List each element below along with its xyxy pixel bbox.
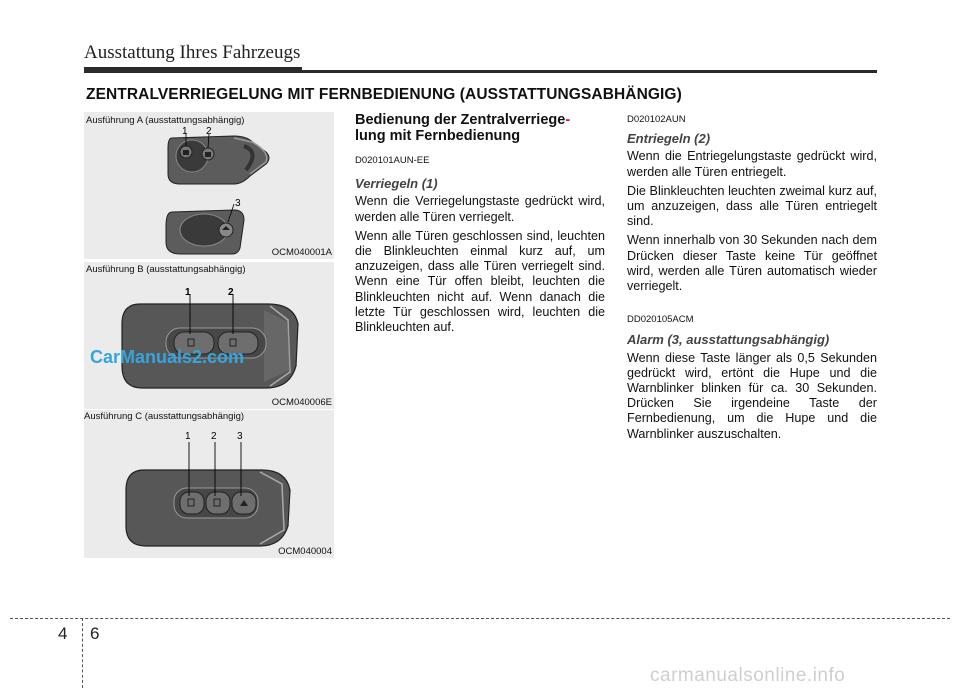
heading-part-2: lung mit Fernbedienung	[355, 128, 521, 144]
callout-b-1: 1	[185, 287, 191, 298]
running-header: Ausstattung Ihres Fahrzeugs	[84, 42, 301, 63]
chapter-number: 4	[58, 624, 68, 643]
section-title: ZENTRALVERRIEGELUNG MIT FERNBEDIENUNG (AUSSTATTUNGSABHÄNGIG)	[86, 86, 682, 103]
smart-key-b-illustration	[84, 262, 334, 409]
para-verriegeln-2: Wenn alle Türen geschlossen sind, leuchten die Blinkleuchten einmal kurz auf, um anzuzeigen, dass alle Türen verriegelt sind. Wenn eine Tür offen bleibt, leuchten die Blinkleuchten nicht auf. Wenn danach die letzte Tür geschlossen wird, leuchten die Blinkleuchten auf.	[355, 228, 605, 335]
code-d020101: D020101AUN-EE	[355, 155, 430, 166]
figure-a-code: OCM040001A	[271, 247, 332, 258]
smart-key-c-illustration	[84, 410, 334, 558]
watermark-carmanuals: CarManuals2.com	[90, 347, 245, 367]
heading-bedienung	[355, 112, 605, 144]
column-2	[627, 112, 877, 446]
para-verriegeln-1: Wenn die Verriegelungstaste gedrückt wird, werden alle Türen verriegelt.	[355, 194, 605, 224]
callout-c-3: 3	[237, 431, 243, 442]
para-entriegeln-3: Wenn innerhalb von 30 Sekunden nach dem Drücken dieser Taste keine Tür geöffnet wird, werden alle Türen automatisch wieder verriegelt.	[627, 233, 877, 294]
callout-a-3: 3	[235, 198, 241, 209]
key-fob-a-illustration	[84, 112, 334, 259]
callout-b-2: 2	[228, 287, 234, 298]
subheading-entriegeln: Entriegeln (2)	[627, 131, 711, 147]
code-d020102: D020102AUN	[627, 114, 686, 125]
subheading-alarm: Alarm (3, ausstattungsabhängig)	[627, 332, 830, 348]
figure-a-label: Ausführung A (ausstattungsabhängig)	[86, 115, 245, 126]
footer-watermark: carmanualsonline.info	[650, 665, 846, 686]
para-entriegeln-2: Die Blinkleuchten leuchten zweimal kurz auf, um anzuzeigen, dass alle Türen entriegelt sind.	[627, 183, 877, 229]
code-dd020105: DD020105ACM	[627, 314, 694, 326]
callout-a-1: 1	[182, 126, 188, 137]
footer-divider	[82, 618, 83, 688]
figure-b-label: Ausführung B (ausstattungsabhängig)	[86, 264, 246, 275]
header-rule	[84, 70, 877, 73]
figure-a	[84, 112, 334, 259]
para-alarm: Wenn diese Taste länger als 0,5 Sekunden gedrückt wird, ertönt die Hupe und die Warnblinker blinken für ca. 30 Sekunden. Drücken Sie irgendeine Taste der Fernbedienung, um die Hupe und die Warnblinker auszuschalten.	[627, 350, 877, 441]
heading-part-1: Bedienung der Zentralverriege	[355, 112, 566, 128]
callout-c-1: 1	[185, 431, 191, 442]
figure-c-code: OCM040004	[278, 546, 332, 557]
callout-c-2: 2	[211, 431, 217, 442]
figure-c-label: Ausführung C (ausstattungsabhängig)	[84, 411, 245, 422]
page-number: 6	[90, 624, 100, 643]
subheading-verriegeln: Verriegeln (1)	[355, 176, 438, 192]
heading-hyphen: -	[565, 112, 571, 128]
figure-b	[84, 262, 334, 409]
column-1	[355, 112, 605, 339]
figure-b-code: OCM040006E	[271, 397, 332, 408]
footer-rule	[10, 618, 950, 619]
para-entriegeln-1: Wenn die Entriegelungstaste gedrückt wird, werden alle Türen entriegelt.	[627, 149, 877, 179]
callout-a-2: 2	[206, 126, 212, 137]
figure-c	[84, 410, 334, 558]
